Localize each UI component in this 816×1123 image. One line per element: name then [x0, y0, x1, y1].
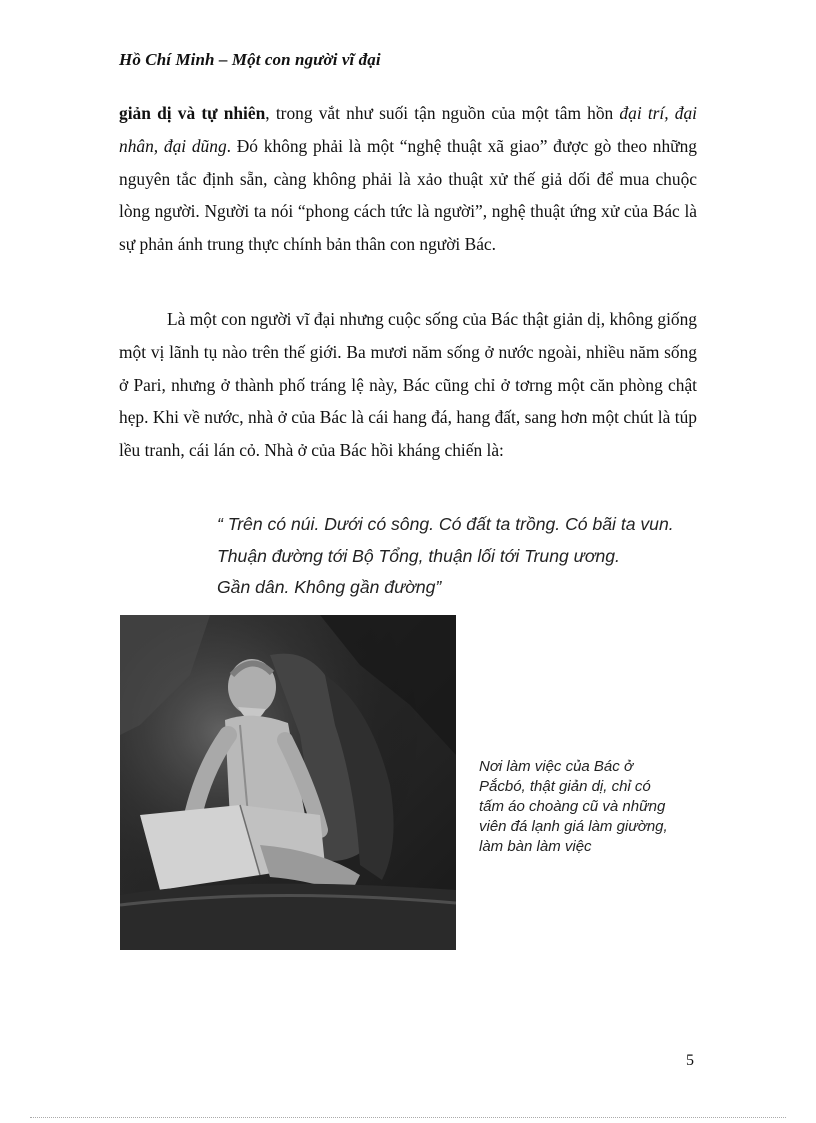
- poem-line: “ Trên có núi. Dưới có sông. Có đất ta trồng. Có bãi ta vun.: [217, 514, 674, 534]
- photo-caption: [479, 757, 709, 857]
- poem-quote: [217, 509, 674, 604]
- caption-line: Pắcbó, thật giản dị, chỉ có: [479, 778, 651, 795]
- page-bottom-divider: [30, 1117, 786, 1118]
- bold-phrase: giản dị và tự nhiên: [119, 103, 266, 123]
- paragraph-1-text-b: . Đó không phải là một “nghệ thuật xã giao” được gò theo những nguyên tắc định sẵn, càng không phải là xảo thuật xử thế giả dối để mua chuộc lòng người. Người ta nói “phong cách tức là người”, nghệ thuật ứng xử của Bác là sự phản ánh trung thực chính bản thân con người Bác.: [119, 135, 697, 255]
- poem-line: Thuận đường tới Bộ Tổng, thuận lối tới Trung ương.: [217, 545, 620, 566]
- running-header: Hồ Chí Minh – Một con người vĩ đại: [119, 50, 381, 69]
- paragraph-1-text-a: , trong vắt như suối tận nguồn của một tâm hồn: [265, 103, 620, 123]
- caption-line: tấm áo choàng cũ và những: [479, 798, 666, 815]
- paragraph-2: Là một con người vĩ đại nhưng cuộc sống của Bác thật giản dị, không giống một vị lãnh tụ nào trên thế giới. Ba mươi năm sống ở nước ngoài, nhiều năm sống ở Pari, nhưng ở thành phố tráng lệ này, Bác cũng chỉ ở tơrng một căn phòng chật hẹp. Khi về nước, nhà ở của Bác là cái hang đá, hang đất, sang hơn một chút là túp lều tranh, cái lán cỏ. Nhà ở của Bác hồi kháng chiến là:: [119, 309, 697, 461]
- poem-line: Gần dân. Không gần đường”: [217, 577, 442, 597]
- photo-ho-chi-minh-reading: [120, 615, 456, 950]
- page-number: 5: [686, 1052, 694, 1069]
- caption-line: làm bàn làm việc: [479, 838, 592, 855]
- paragraph-1: [119, 97, 697, 261]
- caption-line: viên đá lạnh giá làm giường,: [479, 818, 668, 835]
- caption-line: Nơi làm việc của Bác ở: [479, 758, 634, 775]
- italic-phrase: đại trí, đại nhân, đại dũng: [119, 103, 697, 156]
